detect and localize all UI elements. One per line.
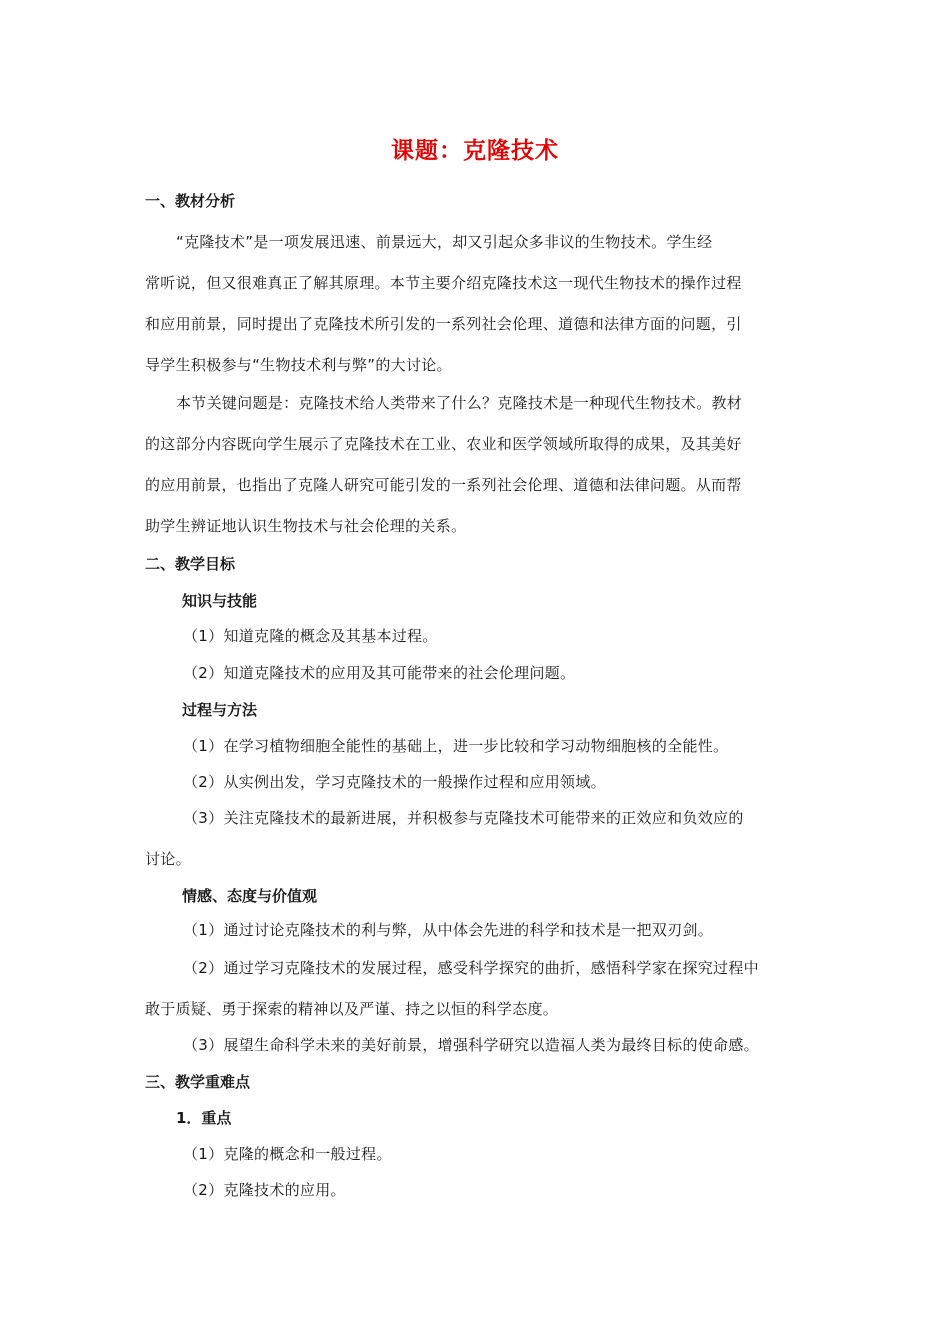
list-item: （2）从实例出发，学习克隆技术的一般操作过程和应用领域。 xyxy=(183,773,606,791)
list-item: （2）克隆技术的应用。 xyxy=(183,1181,346,1199)
paragraph-line: 的应用前景，也指出了克隆人研究可能引发的一系列社会伦理、道德和法律问题。从而帮 xyxy=(145,476,742,494)
section-heading-analysis: 一、教材分析 xyxy=(145,192,236,210)
section-heading-objectives: 二、教学目标 xyxy=(145,555,236,573)
list-item: （1）通过讨论克隆技术的利与弊，从中体会先进的科学和技术是一把双刃剑。 xyxy=(183,921,714,939)
paragraph-line: 常听说，但又很难真正了解其原理。本节主要介绍克隆技术这一现代生物技术的操作过程 xyxy=(145,274,742,292)
list-item: （1）知道克隆的概念及其基本过程。 xyxy=(183,627,438,645)
list-item-continuation: 敢于质疑、勇于探索的精神以及严谨、持之以恒的科学态度。 xyxy=(145,1000,559,1018)
paragraph-line: 的这部分内容既向学生展示了克隆技术在工业、农业和医学领域所取得的成果，及其美好 xyxy=(145,435,742,453)
list-item: （1）在学习植物细胞全能性的基础上，进一步比较和学习动物细胞核的全能性。 xyxy=(183,737,729,755)
list-item-continuation: 讨论。 xyxy=(145,850,191,868)
list-item: （1）克隆的概念和一般过程。 xyxy=(183,1145,392,1163)
list-item: （3）关注克隆技术的最新进展，并积极参与克隆技术可能带来的正效应和负效应的 xyxy=(183,809,744,827)
paragraph-line: “克隆技术”是一项发展迅速、前景远大，却又引起众多非议的生物技术。学生经 xyxy=(176,233,713,251)
subheading-process: 过程与方法 xyxy=(182,701,258,719)
list-item: （2）知道克隆技术的应用及其可能带来的社会伦理问题。 xyxy=(183,664,576,682)
paragraph-line: 助学生辨证地认识生物技术与社会伦理的关系。 xyxy=(145,517,467,535)
section-heading-key-difficult: 三、教学重难点 xyxy=(145,1073,251,1091)
page-title: 课题：克隆技术 xyxy=(391,138,559,164)
paragraph-line: 和应用前景，同时提出了克隆技术所引发的一系列社会伦理、道德和法律方面的问题，引 xyxy=(145,315,742,333)
paragraph-line: 本节关键问题是：克隆技术给人类带来了什么？克隆技术是一种现代生物技术。教材 xyxy=(176,394,743,412)
subheading-key-points: 1．重点 xyxy=(176,1109,232,1127)
list-item: （3）展望生命科学未来的美好前景，增强科学研究以造福人类为最终目标的使命感。 xyxy=(183,1036,759,1054)
subheading-emotion: 情感、态度与价值观 xyxy=(182,887,318,905)
list-item: （2）通过学习克隆技术的发展过程，感受科学探究的曲折，感悟科学家在探究过程中 xyxy=(183,959,759,977)
subheading-knowledge: 知识与技能 xyxy=(182,592,258,610)
paragraph-line: 导学生积极参与“生物技术利与弊”的大讨论。 xyxy=(145,356,452,374)
